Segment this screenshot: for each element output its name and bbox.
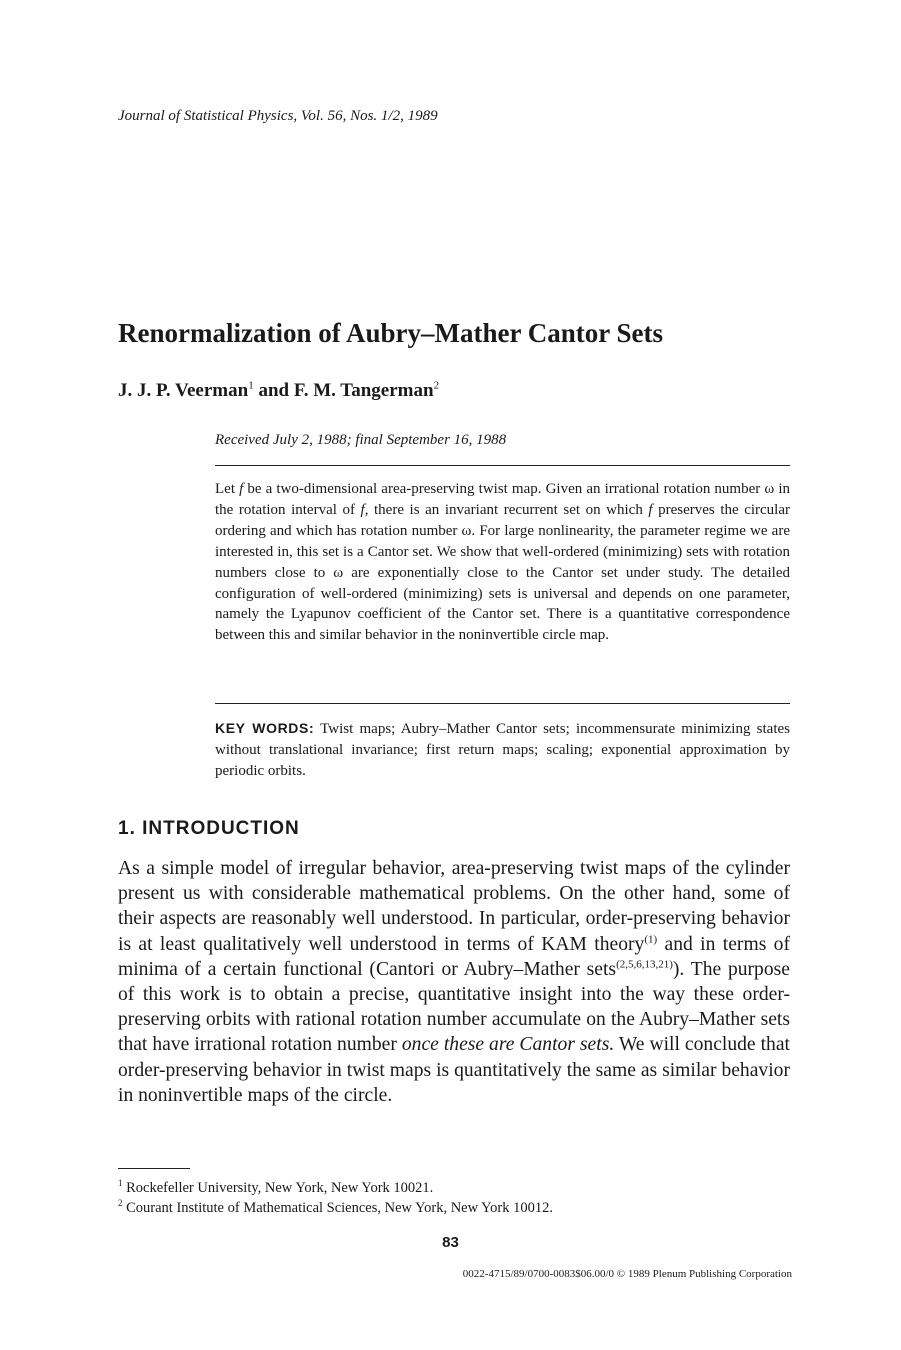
footnote-mark: 1 xyxy=(118,1178,123,1189)
key-words-label: KEY WORDS: xyxy=(215,720,315,736)
abstract-text: , there is an invariant recurrent set on which xyxy=(364,501,649,518)
abstract-bottom-rule xyxy=(215,703,790,704)
abstract xyxy=(215,479,790,646)
author-conjunction: and xyxy=(253,380,294,401)
footnote-text: Courant Institute of Mathematical Sciences, New York, New York 10012. xyxy=(122,1200,554,1216)
author-affiliation-mark: 1 xyxy=(248,379,254,392)
abstract-text: Let xyxy=(215,481,240,497)
citation-ref: (2,5,6,13,21) xyxy=(616,958,673,971)
key-words-text: Twist maps; Aubry–Mather Cantor sets; incommensurate minimizing states without translational invariance; first return maps; scaling; exponential approximation by periodic orbits. xyxy=(215,721,791,779)
footnote-mark: 2 xyxy=(118,1198,123,1209)
copyright-line: 0022-4715/89/0700-0083$06.00/0 © 1989 Plenum Publishing Corporation xyxy=(462,1268,792,1280)
body-text: As a simple model of irregular behavior, area-preserving twist maps of the cylinder present us with considerable mathematical problems. On the other hand, some of their aspects are reasonably well understood. In particular, order-preserving behavior is at least qualitatively well understood in terms of KAM theory xyxy=(118,858,790,955)
citation-ref: (1) xyxy=(644,933,658,946)
abstract-symbol: f xyxy=(239,481,244,497)
received-dates: Received July 2, 1988; final September 16, 1988 xyxy=(215,432,507,448)
author-tangerman: F. M. Tangerman xyxy=(293,380,434,401)
emphasis-text: once these are Cantor sets. xyxy=(401,1034,615,1056)
section-heading-introduction: 1. INTRODUCTION xyxy=(118,818,300,839)
page-number: 83 xyxy=(442,1234,459,1251)
body-text: and in terms of minima of a certain functional (Cantori or Aubry–Mather sets xyxy=(118,933,790,980)
journal-citation: Journal of Statistical Physics, Vol. 56, Nos. 1/2, 1989 xyxy=(118,108,438,124)
abstract-text: preserves the circular ordering and which has rotation number ω. For large nonlinearity, the parameter regime we are interested in, this set is a Cantor set. We show that well-ordered (minimizing) sets with rotation numbers close to ω are exponentially close to the Cantor set under study. The detailed configuration of well-ordered (minimizing) sets is universal and depends on one parameter, namely the Lyapunov coefficient of the Cantor set. There is a quantitative correspondence between this and similar behavior in the noninvertible circle map. xyxy=(215,501,790,644)
paper-title: Renormalization of Aubry–Mather Cantor Sets xyxy=(118,318,663,348)
abstract-text: be a two-dimensional area-preserving twist map. Given an irrational rotation number ω in the rotation interval of xyxy=(215,481,790,518)
key-words xyxy=(215,718,790,782)
body-text: We will conclude that order-preserving behavior in twist maps is quantitatively the same as similar behavior in noninvertible maps of the circle. xyxy=(118,1034,790,1106)
footnote-1 xyxy=(118,1180,433,1197)
author-line xyxy=(118,380,439,402)
body-text: ). The purpose of this work is to obtain a precise, quantitative insight into the way these order-preserving orbits with rational rotation number accumulate on the Aubry–Mather sets that have irrational rotation number xyxy=(118,958,790,1056)
footnote-rule xyxy=(118,1168,190,1169)
author-affiliation-mark: 2 xyxy=(433,379,440,392)
footnote-2 xyxy=(118,1200,553,1217)
abstract-symbol: f xyxy=(360,501,365,518)
footnote-text: Rockefeller University, New York, New York 10021. xyxy=(122,1180,434,1196)
introduction-paragraph xyxy=(118,856,790,1108)
abstract-top-rule xyxy=(215,465,790,466)
author-veerman: J. J. P. Veerman xyxy=(118,380,249,401)
abstract-symbol: f xyxy=(648,501,653,518)
